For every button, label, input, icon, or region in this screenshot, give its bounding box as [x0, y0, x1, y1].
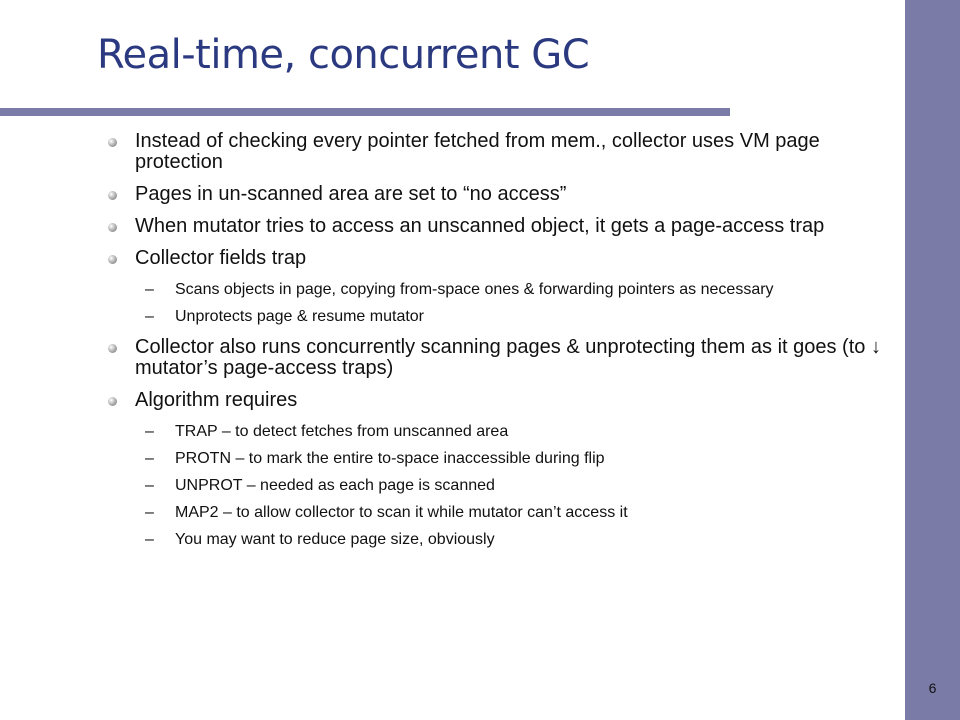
sub-bullet-text: UNPROT – needed as each page is scanned [175, 477, 495, 494]
bullet-text: Collector fields trap [135, 247, 307, 269]
round-bullet-icon [108, 191, 117, 200]
bullet-text: Collector also runs concurrently scanning pages & unprotecting them as it goes (to ↓ mutator’s page-access traps) [135, 336, 881, 379]
sub-bullet-item [108, 450, 898, 468]
sub-bullet-list [108, 423, 898, 549]
bullet-item [108, 390, 898, 549]
bullet-item [108, 337, 898, 379]
sub-bullet-text: You may want to reduce page size, obviously [175, 531, 495, 548]
slide-title: Real-time, concurrent GC [97, 32, 590, 78]
sub-bullet-text: TRAP – to detect fetches from unscanned area [175, 423, 509, 440]
bullet-item [108, 216, 898, 237]
sub-bullet-item [108, 423, 898, 441]
dash-bullet-icon: – [145, 477, 154, 494]
sub-bullet-item [108, 308, 898, 326]
bullet-text: Pages in un-scanned area are set to “no access” [135, 183, 567, 205]
sub-bullet-text: MAP2 – to allow collector to scan it while mutator can’t access it [175, 504, 628, 521]
page-number: 6 [928, 680, 937, 696]
sub-bullet-list [108, 281, 898, 326]
bullet-list [108, 131, 898, 560]
round-bullet-icon [108, 223, 117, 232]
dash-bullet-icon: – [145, 281, 154, 298]
dash-bullet-icon: – [145, 531, 154, 548]
dash-bullet-icon: – [145, 450, 154, 467]
bullet-text: When mutator tries to access an unscanned object, it gets a page-access trap [135, 215, 825, 237]
sub-bullet-item [108, 281, 898, 299]
bullet-text: Algorithm requires [135, 389, 298, 411]
bullet-item [108, 131, 898, 173]
sub-bullet-text: Scans objects in page, copying from-space ones & forwarding pointers as necessary [175, 281, 774, 298]
dash-bullet-icon: – [145, 308, 154, 325]
sub-bullet-text: PROTN – to mark the entire to-space inaccessible during flip [175, 450, 605, 467]
dash-bullet-icon: – [145, 504, 154, 521]
bullet-item [108, 248, 898, 326]
title-underline-bar [0, 108, 730, 116]
bullet-item [108, 184, 898, 205]
sub-bullet-item [108, 477, 898, 495]
sub-bullet-text: Unprotects page & resume mutator [175, 308, 425, 325]
sub-bullet-item [108, 504, 898, 522]
sub-bullet-item [108, 531, 898, 549]
bullet-text: Instead of checking every pointer fetched from mem., collector uses VM page protection [135, 130, 820, 173]
round-bullet-icon [108, 138, 117, 147]
round-bullet-icon [108, 344, 117, 353]
round-bullet-icon [108, 397, 117, 406]
round-bullet-icon [108, 255, 117, 264]
dash-bullet-icon: – [145, 423, 154, 440]
right-accent-band [905, 0, 960, 720]
